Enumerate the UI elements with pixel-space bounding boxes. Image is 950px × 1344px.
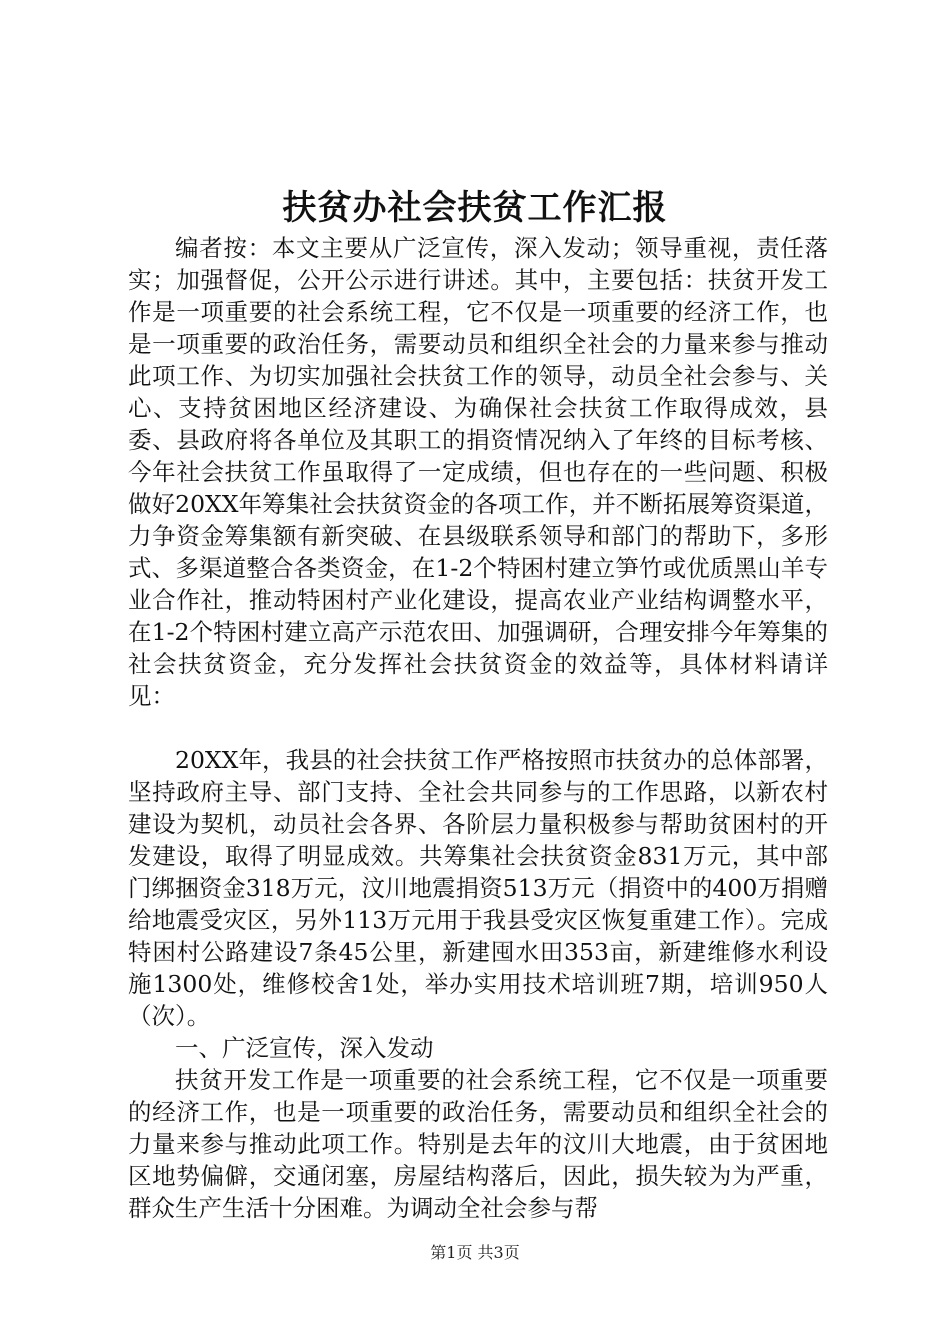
document-body [128,232,828,1224]
page-footer: 第1页 共3页 [430,1243,520,1262]
section-heading: 一、广泛宣传，深入发动 [175,1034,434,1062]
summary-paragraph: 20XX年，我县的社会扶贫工作严格按照市扶贫办的总体部署，坚持政府主导、部门支持、全社会共同参与的工作思路，以新农村建设为契机，动员社会各界、各阶层力量积极参与帮助贫困村的开发建设，取得了明显成效。共筹集社会扶贫资金831万元，其中部门绑捆资金318万元，汶川地震捐资513万元（捐资中的400万捐赠给地震受灾区，另外113万元用于我县受灾区恢复重建工作）。完成特困村公路建设7条45公里，新建囤水田353亩，新建维修水利设施1300处，维修校舍1处，举办实用技术培训班7期，培训950人（次）。 [128,746,828,1030]
paragraph-spacer [128,712,828,744]
document-title: 扶贫办社会扶贫工作汇报 [282,188,668,228]
editor-note-paragraph: 编者按：本文主要从广泛宣传，深入发动；领导重视，责任落实；加强督促，公开公示进行讲述。其中，主要包括：扶贫开发工作是一项重要的社会系统工程，它不仅是一项重要的经济工作，也是一项重要的政治任务，需要动员和组织全社会的力量来参与推动此项工作、为切实加强社会扶贫工作的领导，动员全社会参与、关心、支持贫困地区经济建设、为确保社会扶贫工作取得成效，县委、县政府将各单位及其职工的捐资情况纳入了年终的目标考核、今年社会扶贫工作虽取得了一定成绩，但也存在的一些问题、积极做好20XX年筹集社会扶贫资金的各项工作，并不断拓展筹资渠道，力争资金筹集额有新突破、在县级联系领导和部门的帮助下，多形式、多渠道整合各类资金，在1-2个特困村建立笋竹或优质黑山羊专业合作社，推动特困村产业化建设，提高农业产业结构调整水平，在1-2个特困村建立高产示范农田、加强调研，合理安排今年筹集的社会扶贫资金，充分发挥社会扶贫资金的效益等，具体材料请详见： [128,234,828,710]
section-paragraph: 扶贫开发工作是一项重要的社会系统工程，它不仅是一项重要的经济工作，也是一项重要的政治任务，需要动员和组织全社会的力量来参与推动此项工作。特别是去年的汶川大地震，由于贫困地区地势偏僻，交通闭塞，房屋结构落后，因此，损失较为为严重，群众生产生活十分困难。为调动全社会参与帮 [128,1066,828,1222]
